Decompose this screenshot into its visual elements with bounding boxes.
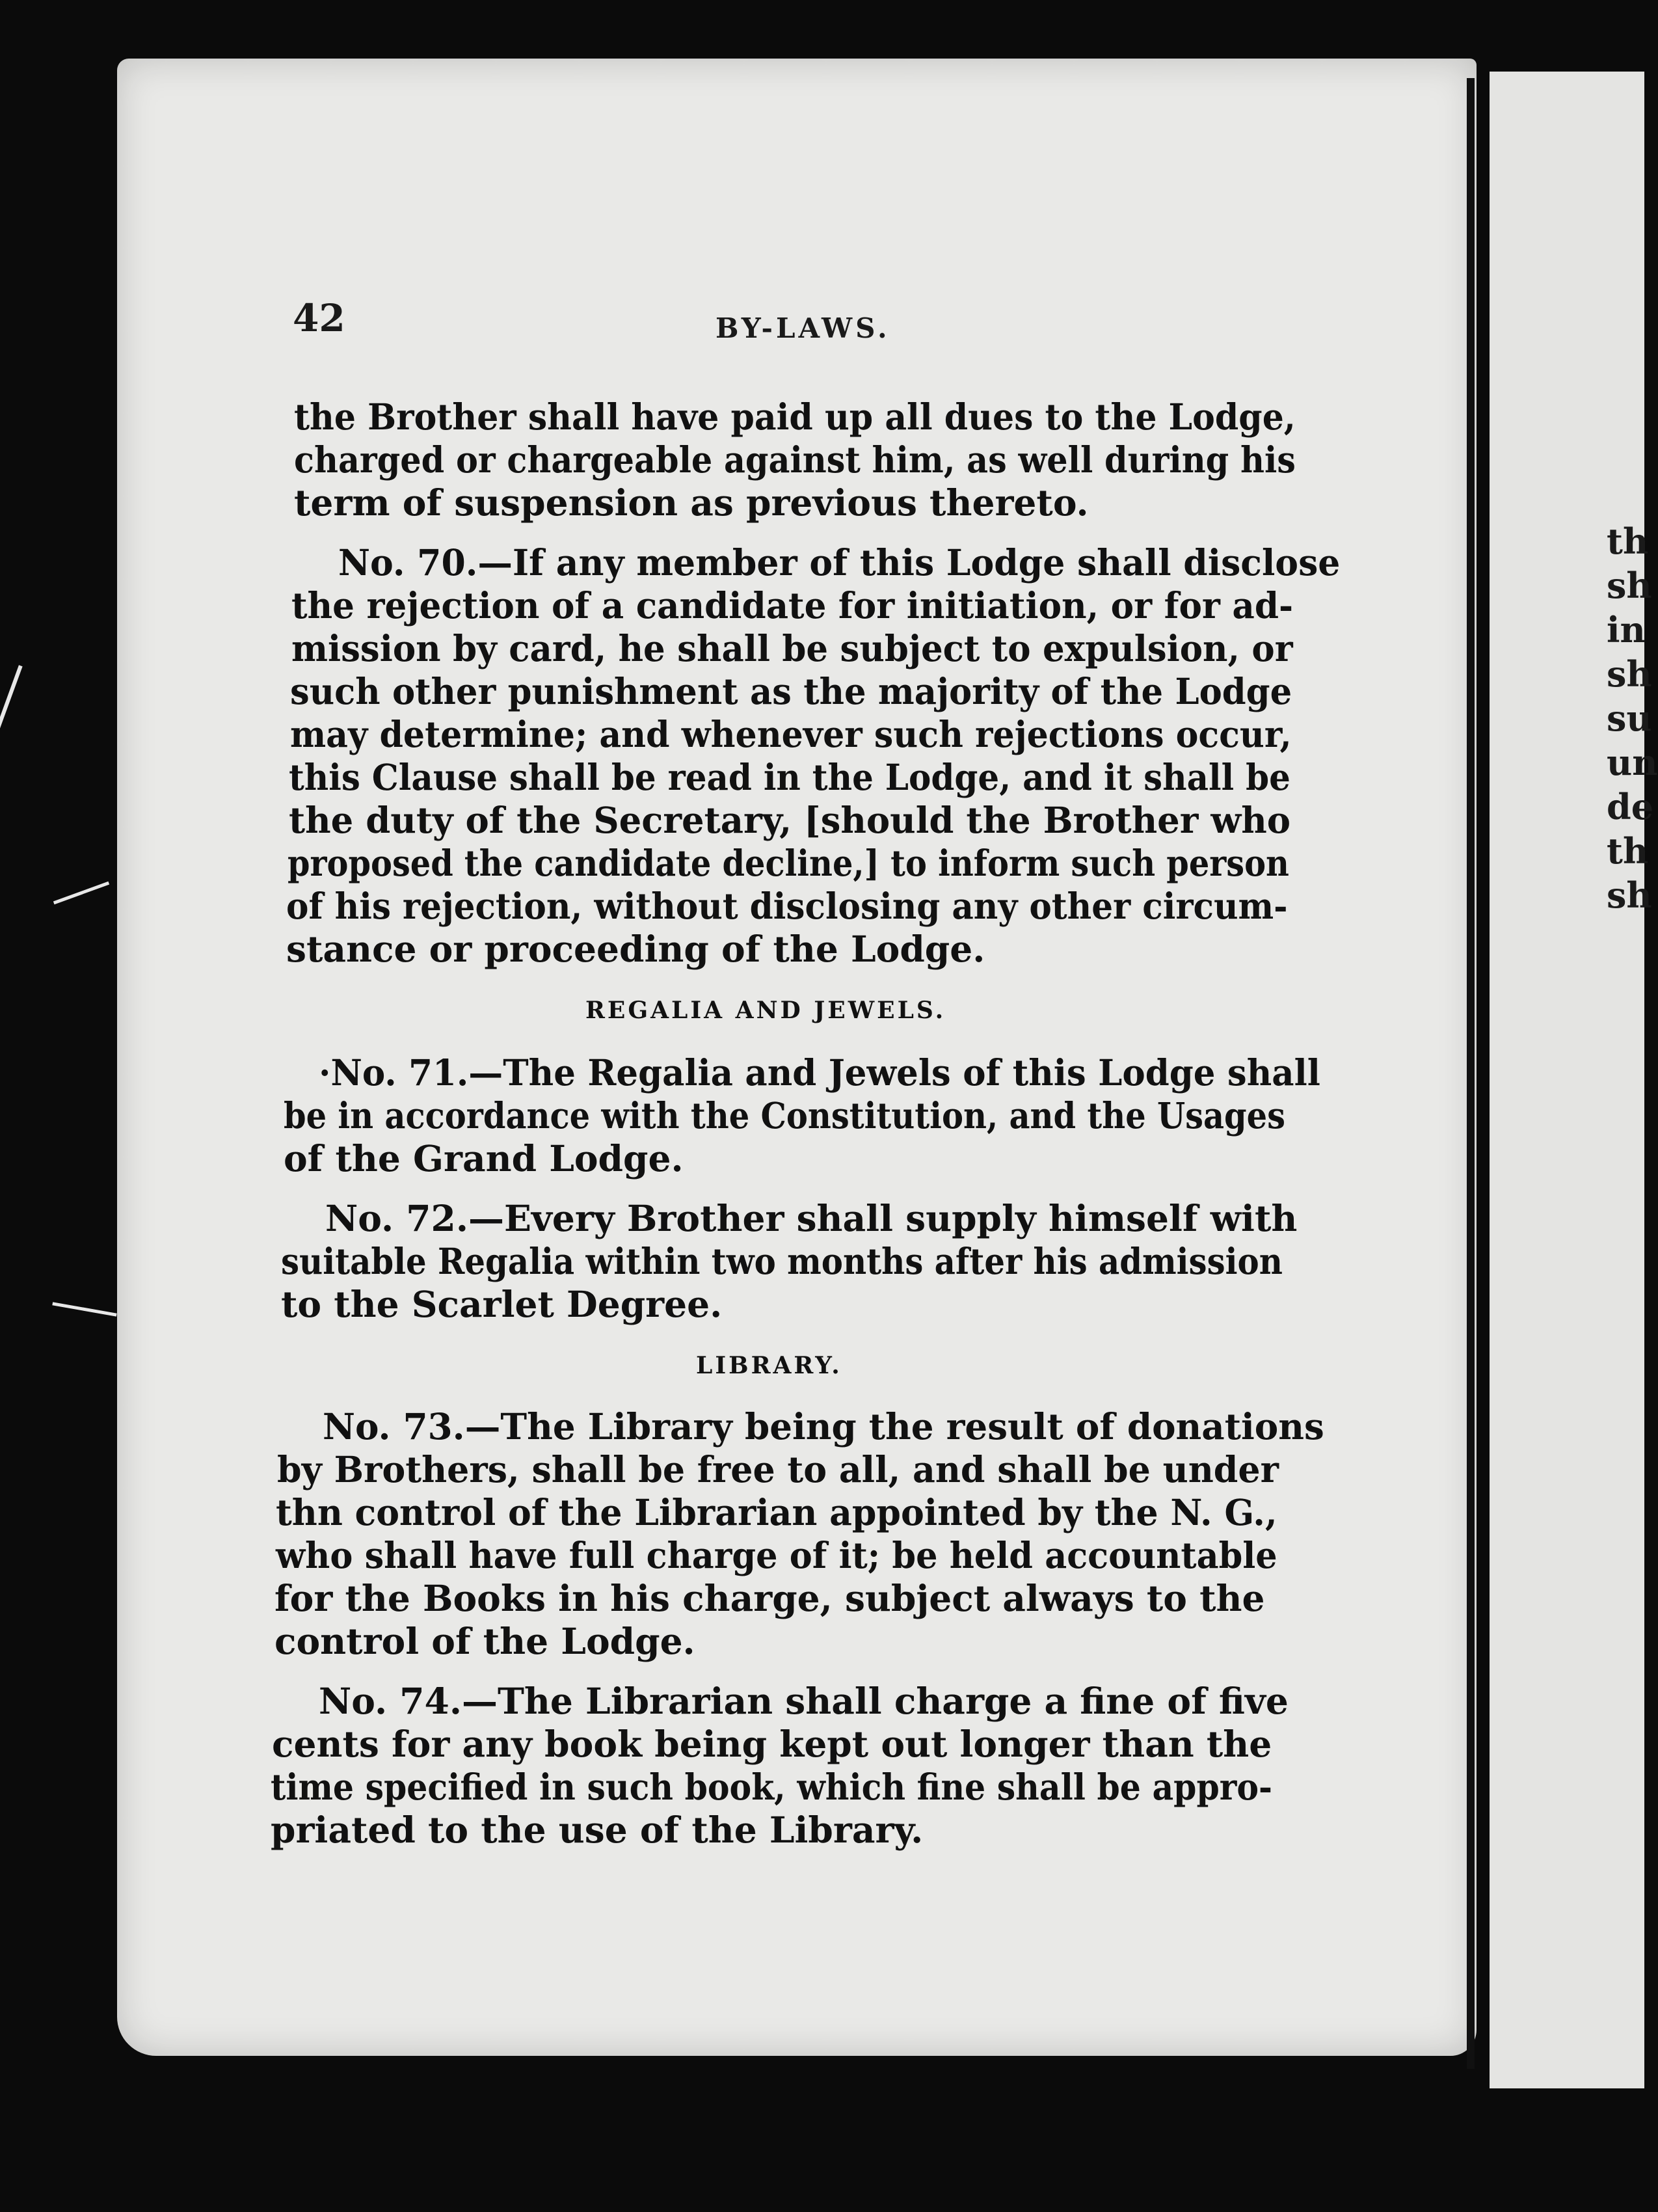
- text-line: for the Books in his charge, subject always to the: [274, 1577, 1265, 1619]
- text-line: this Clause shall be read in the Lodge, and it shall be: [289, 756, 1290, 798]
- scan-mark: [53, 882, 109, 904]
- text-line: mission by card, he shall be subject to expulsion, or: [291, 627, 1293, 669]
- facing-page-fragment: th: [1607, 830, 1649, 872]
- text-line: priated to the use of the Library.: [271, 1809, 924, 1851]
- text-line: No. 73.—The Library being the result of donations: [323, 1405, 1324, 1448]
- text-line: No. 70.—If any member of this Lodge shall disclose: [338, 541, 1341, 584]
- running-head: BY-LAWS.: [715, 312, 890, 344]
- text-line: proposed the candidate decline,] to inform such person: [287, 842, 1289, 884]
- text-line: such other punishment as the majority of the Lodge: [290, 670, 1292, 712]
- text-line: of the Grand Lodge.: [284, 1137, 684, 1180]
- text-line: suitable Regalia within two months after his admission: [281, 1240, 1283, 1282]
- section-heading-regalia: REGALIA AND JEWELS.: [585, 997, 946, 1024]
- facing-page-fragment: de: [1607, 786, 1654, 828]
- text-line: be in accordance with the Constitution, and the Usages: [284, 1094, 1286, 1137]
- page-gutter-divider: [1467, 78, 1475, 2069]
- facing-page: [1490, 72, 1644, 2088]
- text-line: may determine; and whenever such rejections occur,: [290, 713, 1292, 755]
- facing-page-fragment: su: [1607, 697, 1652, 739]
- facing-page-fragment: sh: [1607, 653, 1652, 695]
- text-line: of his rejection, without disclosing any other circum-: [286, 885, 1288, 927]
- text-line: the rejection of a candidate for initiation, or for ad-: [291, 584, 1294, 627]
- facing-page-fragment: th: [1607, 520, 1649, 562]
- section-heading-library: LIBRARY.: [696, 1352, 842, 1379]
- text-line: term of suspension as previous thereto.: [294, 481, 1089, 524]
- text-line: by Brothers, shall be free to all, and shall be under: [277, 1448, 1279, 1490]
- facing-page-fragment: un: [1607, 742, 1658, 783]
- text-line: No. 74.—The Librarian shall charge a fine of five: [319, 1680, 1289, 1722]
- text-line: control of the Lodge.: [274, 1620, 695, 1662]
- text-line: to the Scarlet Degree.: [281, 1283, 723, 1325]
- text-line: cents for any book being kept out longer than the: [272, 1723, 1272, 1765]
- text-line: charged or chargeable against him, as well during his: [294, 438, 1296, 481]
- scan-mark: [0, 665, 23, 733]
- text-line: the duty of the Secretary, [should the Brother who: [289, 799, 1291, 841]
- text-line: stance or proceeding of the Lodge.: [286, 928, 985, 970]
- facing-page-fragment: sh: [1607, 874, 1652, 916]
- facing-page-fragment: sh: [1607, 565, 1652, 606]
- text-line: who shall have full charge of it; be held accountable: [276, 1534, 1277, 1576]
- text-line: thn control of the Librarian appointed by the N. G.,: [276, 1491, 1277, 1533]
- text-line: ·No. 71.—The Regalia and Jewels of this Lodge shall: [319, 1051, 1320, 1094]
- text-line: the Brother shall have paid up all dues to the Lodge,: [294, 396, 1296, 438]
- text-line: time specified in such book, which fine shall be appro-: [271, 1766, 1272, 1808]
- facing-page-fragment: in: [1607, 609, 1646, 651]
- scan-mark: [52, 1302, 116, 1316]
- text-line: No. 72.—Every Brother shall supply himself with: [325, 1197, 1298, 1239]
- page-number: 42: [293, 296, 345, 340]
